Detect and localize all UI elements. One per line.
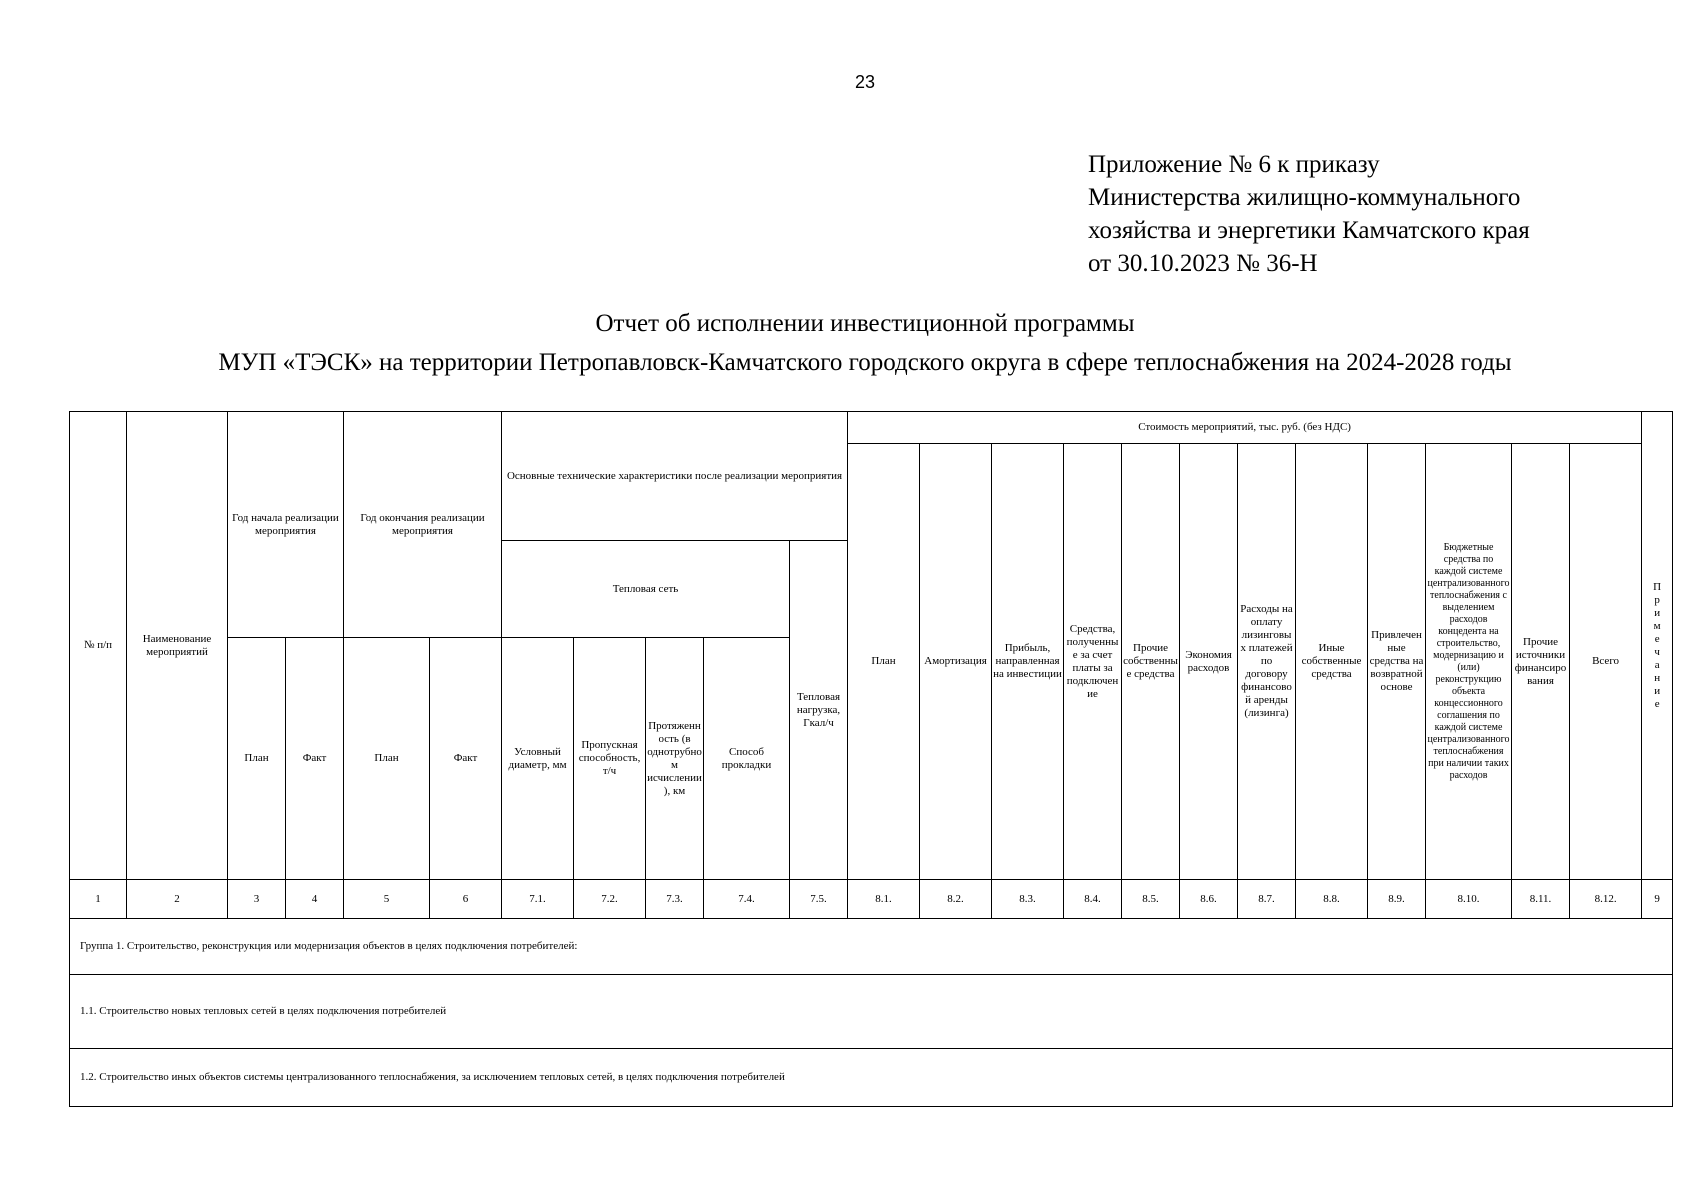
header-network: Тепловая сеть	[502, 541, 790, 638]
header-other-own: Прочие собственные средства	[1122, 444, 1180, 880]
group-1-label: Группа 1. Строительство, реконструкция или модернизация объектов в целях подключения потребителей:	[70, 919, 1673, 975]
column-number: 8.2.	[920, 880, 992, 919]
appendix-line: хозяйства и энергетики Камчатского края	[1088, 217, 1530, 244]
header-end-plan: План	[344, 638, 430, 880]
column-number: 7.3.	[646, 880, 704, 919]
column-number: 8.9.	[1368, 880, 1426, 919]
header-length: Протяженность (в однотрубном исчислении), км	[646, 638, 704, 880]
appendix-line: Министерства жилищно-коммунального	[1088, 184, 1521, 211]
header-connection-fee: Средства, полученные за счет платы за подключение	[1064, 444, 1122, 880]
column-number: 8.4.	[1064, 880, 1122, 919]
appendix-line: от 30.10.2023 № 36-Н	[1088, 250, 1318, 277]
column-number: 5	[344, 880, 430, 919]
page-number: 23	[854, 72, 876, 92]
column-number: 3	[228, 880, 286, 919]
header-cost: Стоимость мероприятий, тыс. руб. (без НДС)	[848, 412, 1642, 444]
header-tech: Основные технические характеристики после реализации мероприятия	[502, 412, 848, 541]
column-number: 1	[70, 880, 127, 919]
column-number: 7.5.	[790, 880, 848, 919]
group-row	[70, 1049, 1673, 1107]
column-number: 7.1.	[502, 880, 574, 919]
header-diameter: Условный диаметр, мм	[502, 638, 574, 880]
group-1-1-label: 1.1. Строительство новых тепловых сетей в целях подключения потребителей	[70, 975, 1673, 1049]
column-number: 8.1.	[848, 880, 920, 919]
header-end-year: Год окончания реализации мероприятия	[344, 412, 502, 638]
header-other-funds: Иные собственные средства	[1296, 444, 1368, 880]
column-number: 8.6.	[1180, 880, 1238, 919]
column-number: 8.7.	[1238, 880, 1296, 919]
column-number: 9	[1642, 880, 1673, 919]
appendix-block	[1088, 148, 1530, 280]
header-start-year: Год начала реализации мероприятия	[228, 412, 344, 638]
header-amortization: Амортизация	[920, 444, 992, 880]
header-savings: Экономия расходов	[1180, 444, 1238, 880]
header-num: № п/п	[70, 412, 127, 880]
header-laying: Способ прокладки	[704, 638, 790, 880]
report-title: Отчет об исполнении инвестиционной программы	[595, 310, 1135, 337]
column-number: 4	[286, 880, 344, 919]
column-number: 6	[430, 880, 502, 919]
header-start-plan: План	[228, 638, 286, 880]
column-number: 8.5.	[1122, 880, 1180, 919]
group-row	[70, 975, 1673, 1049]
header-note	[1642, 412, 1673, 880]
column-number: 8.10.	[1426, 880, 1512, 919]
header-total: Всего	[1570, 444, 1642, 880]
column-number: 8.3.	[992, 880, 1064, 919]
column-number: 7.4.	[704, 880, 790, 919]
report-subtitle: МУП «ТЭСК» на территории Петропавловск-Камчатского городского округа в сфере теплоснабжения на 2024-2028 годы	[218, 349, 1512, 376]
group-1-2-label: 1.2. Строительство иных объектов системы централизованного теплоснабжения, за исключением тепловых сетей, в целях подключения потребителей	[70, 1049, 1673, 1107]
group-row	[70, 919, 1673, 975]
column-number: 2	[127, 880, 228, 919]
header-leasing: Расходы на оплату лизинговых платежей по договору финансовой аренды (лизинга)	[1238, 444, 1296, 880]
header-other-sources: Прочие источники финансирования	[1512, 444, 1570, 880]
header-name: Наименование мероприятий	[127, 412, 228, 880]
header-note-text: Примечание	[1653, 580, 1662, 710]
header-load: Тепловая нагрузка, Гкал/ч	[790, 541, 848, 880]
header-borrowed: Привлеченные средства на возвратной основе	[1368, 444, 1426, 880]
column-number-row	[70, 880, 1673, 919]
report-table	[69, 411, 1673, 1107]
header-capacity: Пропускная способность, т/ч	[574, 638, 646, 880]
appendix-line: Приложение № 6 к приказу	[1088, 151, 1380, 178]
header-budget: Бюджетные средства по каждой системе централизованного теплоснабжения с выделением расходов концедента на строительство, модернизацию и (или) реконструкцию объекта концессионного соглашения по каждой системе централизованного теплоснабжения при наличии таких расходов	[1426, 444, 1512, 880]
header-end-fact: Факт	[430, 638, 502, 880]
header-start-fact: Факт	[286, 638, 344, 880]
column-number: 7.2.	[574, 880, 646, 919]
header-cost-plan: План	[848, 444, 920, 880]
column-number: 8.11.	[1512, 880, 1570, 919]
column-number: 8.8.	[1296, 880, 1368, 919]
column-number: 8.12.	[1570, 880, 1642, 919]
header-profit: Прибыль, направленная на инвестиции	[992, 444, 1064, 880]
